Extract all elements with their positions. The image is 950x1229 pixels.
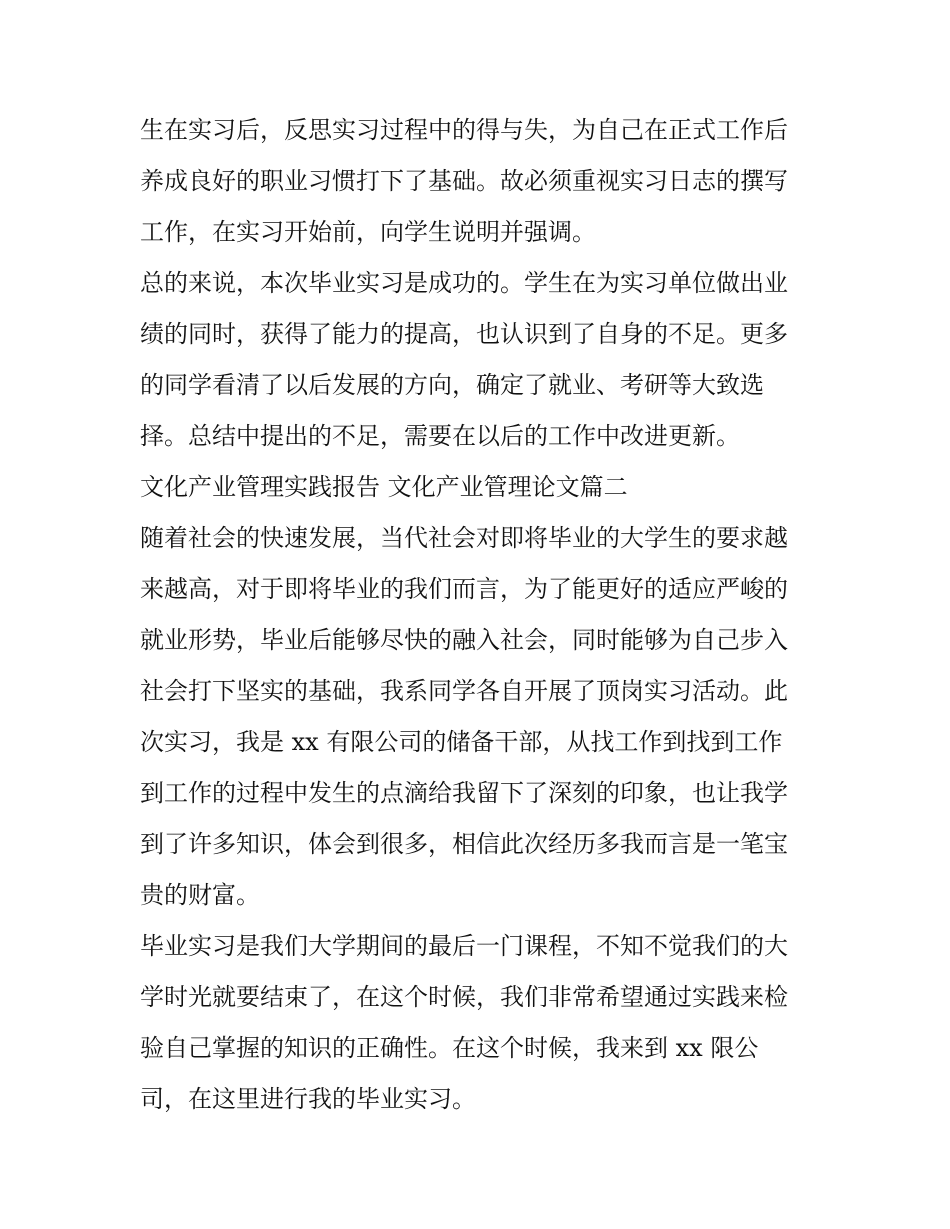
- paragraph-2-line-4: 择。总结中提出的不足，需要在以后的工作中改进更新。: [140, 422, 740, 450]
- paragraph-2-line-3: 的同学看清了以后发展的方向，确定了就业、考研等大致选: [140, 371, 764, 399]
- paragraph-4-line-1: 毕业实习是我们大学期间的最后一门课程，不知不觉我们的大: [140, 932, 788, 960]
- paragraph-3-line-7: 到了许多知识，体会到很多，相信此次经历多我而言是一笔宝: [140, 830, 788, 858]
- paragraph-3-line-5: 次实习，我是 xx 有限公司的储备干部，从找工作到找到工作: [140, 728, 783, 756]
- paragraph-3-line-8: 贵的财富。: [140, 881, 260, 909]
- paragraph-4-line-2: 学时光就要结束了，在这个时候，我们非常希望通过实践来检: [140, 983, 788, 1011]
- paragraph-3-line-6: 到工作的过程中发生的点滴给我留下了深刻的印象，也让我学: [140, 779, 788, 807]
- paragraph-1-line-2: 养成良好的职业习惯打下了基础。故必须重视实习日志的撰写: [140, 167, 788, 195]
- paragraph-3-line-2: 来越高，对于即将毕业的我们而言，为了能更好的适应严峻的: [140, 575, 788, 603]
- paragraph-1-line-3: 工作，在实习开始前，向学生说明并强调。: [140, 218, 596, 246]
- document-body: [140, 105, 820, 1125]
- paragraph-2-line-2: 绩的同时，获得了能力的提高，也认识到了自身的不足。更多: [140, 320, 788, 348]
- paragraph-4-line-4: 司，在这里进行我的毕业实习。: [140, 1085, 476, 1113]
- paragraph-3-line-4: 社会打下坚实的基础，我系同学各自开展了顶岗实习活动。此: [140, 677, 788, 705]
- paragraph-1-line-1: 生在实习后，反思实习过程中的得与失，为自己在正式工作后: [140, 116, 788, 144]
- paragraph-4-line-3: 验自己掌握的知识的正确性。在这个时候，我来到 xx 限公: [140, 1034, 759, 1062]
- section-heading: 文化产业管理实践报告 文化产业管理论文篇二: [140, 473, 628, 501]
- paragraph-3-line-3: 就业形势，毕业后能够尽快的融入社会，同时能够为自己步入: [140, 626, 788, 654]
- paragraph-3-line-1: 随着社会的快速发展，当代社会对即将毕业的大学生的要求越: [140, 524, 788, 552]
- paragraph-2-line-1: 总的来说，本次毕业实习是成功的。学生在为实习单位做出业: [140, 269, 788, 297]
